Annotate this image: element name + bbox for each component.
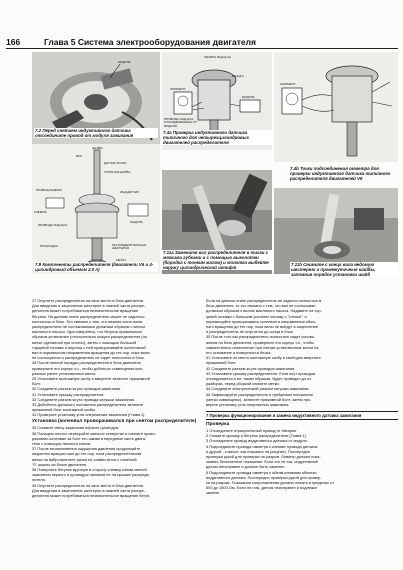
text-line: полностью в блок. Это связано с тем, что нижняя часть вала bbox=[32, 319, 143, 324]
figure-7-4a-label-wires: ПРОВОДА ИНД.Д.КА, ОТСОЕДИНЕННЫЕ ОТ МОДУЛЯ bbox=[164, 117, 197, 128]
text-line: совместились нанесенные при снятии установочные метки на bbox=[206, 345, 319, 350]
text-line: 1 Отсоедините отрицательный провод от батареи. bbox=[206, 428, 298, 433]
figure-7-2-label-module: МОДУЛЬ bbox=[118, 60, 131, 64]
text-line: 42 Соедините разъем жгута проводов зажигания. bbox=[206, 366, 296, 371]
text-line: датчик неисправен и должен быть заменен. bbox=[206, 465, 286, 470]
text-line: 28 После полной посадки распределителя в блок двигателя bbox=[32, 361, 141, 366]
text-line: метке сделанной при снятии), затем с помощью большой bbox=[32, 340, 137, 345]
figure-7-9-label-gear: РАСПРЕДЕЛИТЕЛЬНАЯ ШЕСТЕРНЯ bbox=[112, 243, 147, 251]
text-line: бегунка. На данном этапе распределитель может не садиться bbox=[32, 314, 145, 319]
figure-7-4a-label-sensor: ИНД.Д.К bbox=[232, 74, 244, 78]
figure-7-9-label-mark: МЕТКА bbox=[116, 258, 127, 262]
text-line: 43 Установите крышку распределителя. Если жгут проводов bbox=[206, 371, 316, 376]
text-line: 40 После того как распределитель полностью сядет осново- bbox=[206, 335, 316, 340]
figure-7-9-label-module: МОДУЛЬ bbox=[130, 220, 143, 224]
figure-7-9-label-pickup-wires: ПРОВОДА ИНД.Д.КА bbox=[38, 223, 68, 227]
text-line: анием на блок двигателя, проверните его корпус т.о., чтобы bbox=[206, 340, 315, 345]
text-line: проверка рукой для проверки на разрыв. Омметр должен пока- bbox=[206, 454, 321, 459]
text-line: ражных ранее установочных меток. bbox=[32, 371, 97, 376]
text-line: 33 Добейтесь должного положения распределителя затяните bbox=[32, 403, 144, 408]
text-line: верьте установку угла опережения зажигания. bbox=[206, 403, 290, 408]
chapter-title: Глава 5 Система электрооборудования двигателя bbox=[44, 37, 256, 47]
text-line: индуктивного датчика. Поочередно проверка рукой для провер- bbox=[206, 475, 322, 480]
text-line: 3 Отсоедините провод индуктивного датчика от модуля. bbox=[206, 439, 308, 444]
text-line: 32 Соедините разъем жгута провода катушки зажигания. bbox=[32, 397, 135, 402]
text-line: "0" шкалы на блоке двигателя. bbox=[32, 462, 88, 467]
figure-7-11b-caption: 7.11b Снимите с конца вала ведомую шестерню и промежуточные шайбы, запомнив порядок установки шайб bbox=[290, 262, 398, 277]
text-line: 36 Пальцем плотно перекройте свечное отверстие и начните прово- bbox=[32, 431, 156, 436]
text-line: 38 Поверните бегунок вручную в сторону клемму клеми свечей bbox=[32, 468, 147, 472]
text-line: 31 Установите крышку распределителя. bbox=[32, 392, 105, 397]
text-line: Для введения в зацепление шестерни в нижней части распре- bbox=[32, 488, 146, 493]
text-line: ки на разрыв. Показания сопротивления должно лежать в пределах от bbox=[206, 481, 335, 485]
text-line: 27 Опустите распределитель на свое место в блок двигателя. bbox=[32, 299, 144, 303]
text-line: проверните его корпус т.о., чтобы добиться совмещения мон- bbox=[32, 366, 144, 371]
text-line: цевой головки с большим усилием головку о "стенки", и bbox=[206, 314, 307, 319]
figure-7-4b-caption: 7.4b Точки подсоединения омметра для проверки индуктивного датчика типичного распределителя двигателей V6 bbox=[290, 166, 391, 181]
page-header bbox=[6, 37, 398, 49]
text-line: распределителя не состыковалась должным образом с валом bbox=[32, 325, 145, 330]
figure-7-9-drawing bbox=[32, 144, 160, 274]
figure-7-9-label-gasket: ПРОКЛАДКА bbox=[40, 244, 59, 248]
text-line: 30 Соедините разъем жгута проводов зажигания. bbox=[32, 387, 122, 392]
text-line: 2 Снимите крышку и бегунок распределителя (Глава 1). bbox=[206, 434, 307, 439]
text-line: торцевой головки и воротка с ней проворачивайте коленчатый bbox=[32, 345, 146, 350]
v6-distributor-ohmmeter-illustration bbox=[274, 52, 398, 162]
text-line: разборки, перед сборкой снимите метки. bbox=[206, 382, 280, 387]
section-heading-installation: Установка (коленвал проворачивался при снятом распределителе) bbox=[32, 419, 197, 425]
left-text-column bbox=[32, 299, 202, 499]
figure-7-2-caption: 7.2 Перед снятием индуктивного датчика отсоедините провод от модуля зажигания bbox=[34, 128, 158, 138]
text-line: делителя может потребоваться незначительное вращение bbox=[32, 309, 139, 314]
text-line: 500 до 1500 Ом. Если это так, датчик неисправен и подлежит bbox=[206, 486, 318, 491]
text-line: 44 Соедините электрический разъем катушки зажигания. bbox=[206, 387, 310, 392]
distributor-components-illustration bbox=[32, 144, 160, 274]
figure-7-9-label-washer: ШАЙБА bbox=[92, 146, 103, 150]
text-line: 39 Опустите распределитель на свое место в блок двигателя. bbox=[32, 483, 144, 488]
text-line: отсоединяется и ее, таким образом, будет проведен до их bbox=[206, 377, 312, 382]
figure-7-11a-caption: 7.11a Замените вал распределителя в тиски с мягкими губками и с помощью выколотки (бородка с тонким жалом) и молотка выбейте наружу цилиндрический штифт bbox=[162, 250, 272, 270]
text-line: 4 Подсоедините провода омметра к клемме провода датчика, bbox=[206, 444, 319, 449]
right-text-column bbox=[206, 299, 398, 497]
figure-7-9-label-shaft: ВАЛ bbox=[76, 154, 82, 158]
text-line: делителя может потребоваться незначительное вращение бегун- bbox=[32, 494, 151, 499]
text-line: блок двигателя, то это связано с тем, что вал не состыкован bbox=[206, 304, 316, 309]
text-line: лителя. bbox=[32, 478, 46, 483]
text-line: образом установлен (относительно кожуха распределителя (по bbox=[32, 335, 147, 340]
figure-7-9-label-terminal: КЛЕММА bbox=[34, 210, 47, 214]
text-line: зывать бесконечное показание. Если это не так, индуктивный bbox=[206, 460, 318, 465]
text-line: а другой - к массе, как показано на рисунке). Поочередно bbox=[206, 449, 310, 454]
text-line: не состыкуются и распределитель не сядет полностью в блок. bbox=[32, 356, 145, 361]
text-line: прижимной болт. bbox=[206, 361, 237, 366]
text-line: вал в нормальном направлении вращения до тех пор, пока валы bbox=[32, 351, 150, 356]
text-line: зажигания первого и цилиндра/ запомни ее на крышке распреде- bbox=[32, 473, 151, 478]
subheading-check: Проверка bbox=[206, 421, 230, 427]
text-line: 37 После возникновения ощущения давления продолжайте bbox=[32, 447, 141, 452]
text-line: рачивать коленвал за болт его шкива в переднюю часть двига- bbox=[32, 436, 147, 441]
section-heading-pickup-coil: 7 Проверка функционирования и замена индуктивного датчика зажигания bbox=[206, 411, 398, 420]
figure-7-4a-label-ohmmeter: ОМОМЕТР bbox=[170, 87, 186, 91]
text-line: 35 Снимите свечу зажигания первого цилиндра. bbox=[32, 426, 120, 431]
figure-7-9-label-ground-wire: ПРОВОД ЗАЗЕМЛ. bbox=[36, 188, 63, 192]
text-line: ного вращения до тех пор, пока валы не войдут в зацепление bbox=[206, 325, 319, 330]
figure-7-9-label-thrust-washer: УПОРНАЯ ШАЙБА bbox=[104, 170, 131, 174]
figure-7-9-label-pickup: ИНД.ДАТЧИК bbox=[120, 190, 139, 194]
text-line: прижимной болт монтажной скобы. bbox=[32, 408, 96, 413]
text-line: Для введения в зацепление шестерни в нижней части распре- bbox=[32, 304, 146, 309]
figure-7-4a-label-module: МОДУЛЬ bbox=[242, 95, 255, 99]
text-line: болт. bbox=[32, 382, 42, 387]
figure-7-4b-drawing bbox=[274, 52, 398, 162]
text-line: 5 Подсоедините провода омметра к обеим клеммам обмотки bbox=[206, 470, 317, 475]
text-line: 45 Зафиксируйте распределитель в требуемом положении bbox=[206, 392, 313, 397]
text-line: масляного насоса. Удостоверьтесь, что бегунок правильным bbox=[32, 330, 142, 335]
text-line: 34 Проверьте установку угла опережения зажигания (Глава 1). bbox=[32, 413, 146, 418]
page-number: 166 bbox=[6, 37, 21, 47]
figure-7-4a-caption: 7.4а Проверка индуктивного датчика типичного для четырехцилиндровых двигателей распределителя bbox=[162, 130, 272, 145]
text-line: должным образом с валом масляного насоса. Надавите на тор- bbox=[206, 309, 322, 314]
text-line: (метки совмещены), затяните прижимной болт, затем про- bbox=[206, 397, 312, 402]
text-line: метка на виброгасителе риска не совместится с отметкой bbox=[32, 457, 137, 462]
text-line: его основание и поверхности блока. bbox=[206, 351, 272, 356]
text-line: теля с помощью гаечного ключа. bbox=[32, 441, 92, 446]
text-line: 41 Установите на место монтажную скобу и свободно вверните bbox=[206, 356, 321, 361]
figure-7-9-label-hall-sensor: ДАТЧИК ХОЛЛА bbox=[104, 161, 127, 165]
text-line: медленно вращать вал до тех пор, пока распределительная bbox=[32, 452, 142, 457]
text-line: Если на данном этапе распределитель не садится полностью в bbox=[206, 299, 322, 303]
figure-7-4b-label-ohmmeter: ОМОМЕТР bbox=[280, 82, 296, 86]
text-line: перемещайте проворачивать коленвал в направлении обыч- bbox=[206, 319, 317, 324]
header-rule bbox=[6, 48, 398, 49]
figure-7-4a-label-assembly: СБОРКА ИНД.Д.КА bbox=[204, 55, 231, 59]
text-line: 29 Установите монтажную скобу и ввернете затяните прижимной bbox=[32, 377, 150, 382]
text-line: и распределитель не опустится до конца в блок. bbox=[206, 330, 294, 335]
text-line: замене. bbox=[206, 491, 221, 496]
figure-7-9-caption: 7.9 Компоненты распределителя (двигатели V6 и 4-цилиндровый объемом 2.0 л) bbox=[34, 262, 158, 272]
